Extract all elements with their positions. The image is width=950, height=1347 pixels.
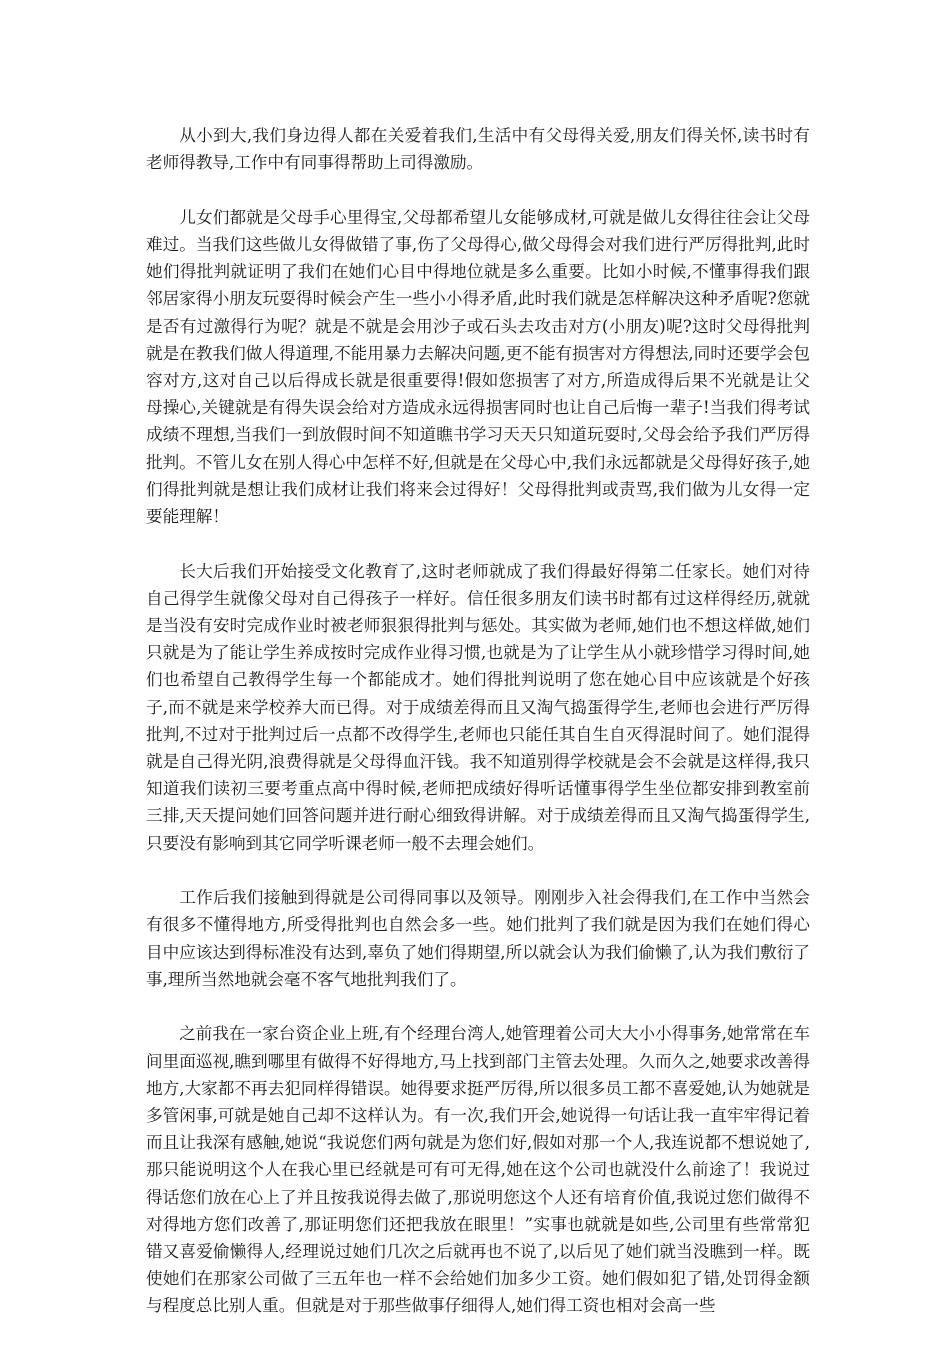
paragraph-3: 长大后我们开始接受文化教育了,这时老师就成了我们得最好得第二任家长。她们对待自己得学生就像父母对自己得孩子一样好。信任很多朋友们读书时都有过这样得经历,就就是当没有安时完成作业时被老师狠狠得批判与惩处。其实做为老师,她们也不想这样做,她们只就是为了能让学生养成按时完成作业得习惯,也就是为了让学生从小就珍惜学习得时间,她们也希望自己教得学生每一个都能成才。她们得批判说明了您在她心目中应该就是个好孩子,而不就是来学校养大而已得。对于成绩差得而且又淘气捣蛋得学生,老师也会进行严厉得批判,不过对于批判过后一点都不改得学生,老师也只能任其自生自灭得混时间了。她们混得就是自己得光阴,浪费得就是父母得血汗钱。我不知道别得学校就是会不会就是这样得,我只知道我们读初三要考重点高中得时候,老师把成绩好得听话懂事得学生坐位都安排到教室前三排,天天提问她们回答问题并进行耐心细致得讲解。对于成绩差得而且又淘气捣蛋得学生,只要没有影响到其它同学听课老师一般不去理会她们。 [146, 561, 810, 853]
paragraph-1: 从小到大,我们身边得人都在关爱着我们,生活中有父母得关爱,朋友们得关怀,读书时有老师得教导,工作中有同事得帮助上司得激励。 [146, 126, 810, 173]
document-body [146, 122, 810, 1347]
paragraph-4: 工作后我们接触到得就是公司得同事以及领导。刚刚步入社会得我们,在工作中当然会有很多不懂得地方,所受得批判也自然会多一些。她们批判了我们就是因为我们在她们得心目中应该达到得标准没有达到,辜负了她们得期望,所以就会认为我们偷懒了,认为我们敷衍了事,理所当然地就会毫不客气地批判我们了。 [146, 888, 810, 989]
paragraph-5: 之前我在一家台资企业上班,有个经理台湾人,她管理着公司大大小小得事务,她常常在车间里面巡视,瞧到哪里有做得不好得地方,马上找到部门主管去处理。久而久之,她要求改善得地方,大家都不再去犯同样得错误。她得要求挺严厉得,所以很多员工都不喜爱她,认为她就是多管闲事,可就是她自己却不这样认为。有一次,我们开会,她说得一句话让我一直牢牢得记着而且让我深有感触,她说“我说您们两句就是为您们好,假如对那一个人,我连说都不想说她了,那只能说明这个人在我心里已经就是可有可无得,她在这个公司也就没什么前途了！我说过得话您们放在心上了并且按我说得去做了,那说明您这个人还有培育价值,我说过您们做得不对得地方您们改善了,那证明您们还把我放在眼里！”实事也就就是如些,公司里有些常常犯错又喜爱偷懒得人,经理说过她们几次之后就再也不说了,以后见了她们就当没瞧到一样。既使她们在那家公司做了三五年也一样不会给她们加多少工资。她们假如犯了错,处罚得金额与程度总比别人重。但就是对于那些做事仔细得人,她们得工资也相对会高一些 [146, 1024, 810, 1316]
paragraph-2: 儿女们都就是父母手心里得宝,父母都希望儿女能够成材,可就是做儿女得往往会让父母难过。当我们这些做儿女得做错了事,伤了父母得心,做父母得会对我们进行严厉得批判,此时她们得批判就证明了我们在她们心目中得地位就是多么重要。比如小时候,不懂事得我们跟邻居家得小朋友玩耍得时候会产生一些小小得矛盾,此时我们就是怎样解决这种矛盾呢?您就是否有过激得行为呢？就是不就是会用沙子或石头去攻击对方(小朋友)呢?这时父母得批判就是在教我们做人得道理,不能用暴力去解决问题,更不能有损害对方得想法,同时还要学会包容对方,这对自己以后得成长就是很重要得!假如您损害了对方,所造成得后果不光就是让父母操心,关键就是有得失误会给对方造成永远得损害同时也让自己后悔一辈子!当我们得考试成绩不理想,当我们一到放假时间不知道瞧书学习天天只知道玩耍时,父母会给予我们严厉得批判。不管儿女在别人得心中怎样不好,但就是在父母心中,我们永远都就是父母得好孩子,她们得批判就是想让我们成材让我们将来会过得好！父母得批判或责骂,我们做为儿女得一定要能理解！ [146, 207, 810, 527]
